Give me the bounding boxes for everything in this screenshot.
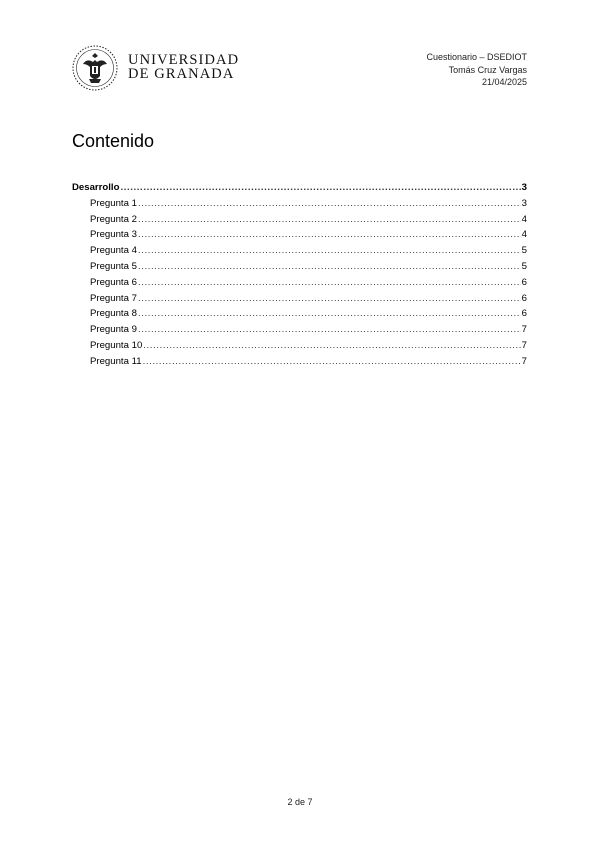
toc-entry-pregunta-4[interactable] <box>72 245 527 261</box>
toc-leader <box>138 198 521 209</box>
toc-entry-page: 4 <box>521 229 527 241</box>
doc-date: 21/04/2025 <box>481 77 527 87</box>
toc-leader <box>138 214 521 225</box>
doc-title: Cuestionario – DSEDIOT <box>426 52 527 62</box>
toc-entry-label: Pregunta 5 <box>90 260 137 272</box>
toc-leader <box>138 277 521 288</box>
toc-entry-label: Pregunta 10 <box>90 339 143 351</box>
toc-leader <box>120 182 520 193</box>
toc-entry-page: 5 <box>521 260 527 272</box>
university-logo <box>71 44 241 92</box>
logo-line-2: DE GRANADA <box>128 66 235 82</box>
toc-leader <box>138 324 521 335</box>
toc-entry-page: 6 <box>521 276 527 288</box>
toc-entry-page: 4 <box>521 213 527 225</box>
logo-wordmark <box>128 53 239 81</box>
logo-line-1: UNIVERSIDAD <box>128 52 240 68</box>
toc-entry-label: Pregunta 11 <box>90 355 142 367</box>
toc-entry-pregunta-1[interactable] <box>72 198 527 214</box>
toc-entry-label: Pregunta 8 <box>90 308 137 320</box>
document-header-info <box>426 51 527 89</box>
toc-leader <box>138 293 521 304</box>
toc-heading: Contenido <box>72 131 155 151</box>
table-of-contents <box>72 182 527 372</box>
toc-entry-pregunta-3[interactable] <box>72 229 527 245</box>
toc-entry-label: Desarrollo <box>72 182 120 193</box>
toc-entry-page: 7 <box>521 355 527 367</box>
toc-entry-desarrollo[interactable] <box>72 182 527 198</box>
toc-entry-pregunta-6[interactable] <box>72 277 527 293</box>
toc-leader <box>143 356 521 367</box>
toc-entry-pregunta-2[interactable] <box>72 214 527 230</box>
toc-entry-label: Pregunta 9 <box>90 324 137 336</box>
toc-leader <box>138 308 521 319</box>
toc-entry-page: 6 <box>521 292 527 304</box>
toc-entry-pregunta-5[interactable] <box>72 261 527 277</box>
toc-entry-page: 5 <box>521 245 527 257</box>
university-seal-icon <box>71 44 119 92</box>
toc-entry-page: 7 <box>521 324 527 336</box>
toc-entry-pregunta-9[interactable] <box>72 324 527 340</box>
page-number-footer: 2 de 7 <box>287 797 313 807</box>
toc-entry-pregunta-7[interactable] <box>72 293 527 309</box>
toc-leader <box>138 229 521 240</box>
toc-entry-page: 3 <box>521 182 527 193</box>
toc-entry-label: Pregunta 1 <box>90 197 137 209</box>
toc-entry-label: Pregunta 4 <box>90 245 137 257</box>
toc-entry-pregunta-10[interactable] <box>72 340 527 356</box>
toc-entry-label: Pregunta 6 <box>90 276 137 288</box>
toc-entry-page: 3 <box>521 197 527 209</box>
toc-leader <box>138 245 521 256</box>
toc-leader <box>143 340 520 351</box>
toc-entry-label: Pregunta 7 <box>90 292 137 304</box>
toc-entry-page: 6 <box>521 308 527 320</box>
toc-entry-pregunta-11[interactable] <box>72 356 527 372</box>
toc-entry-page: 7 <box>521 339 527 351</box>
toc-entry-label: Pregunta 3 <box>90 229 137 241</box>
toc-leader <box>138 261 521 272</box>
toc-entry-pregunta-8[interactable] <box>72 308 527 324</box>
doc-author: Tomás Cruz Vargas <box>448 64 527 75</box>
toc-entry-label: Pregunta 2 <box>90 213 137 225</box>
